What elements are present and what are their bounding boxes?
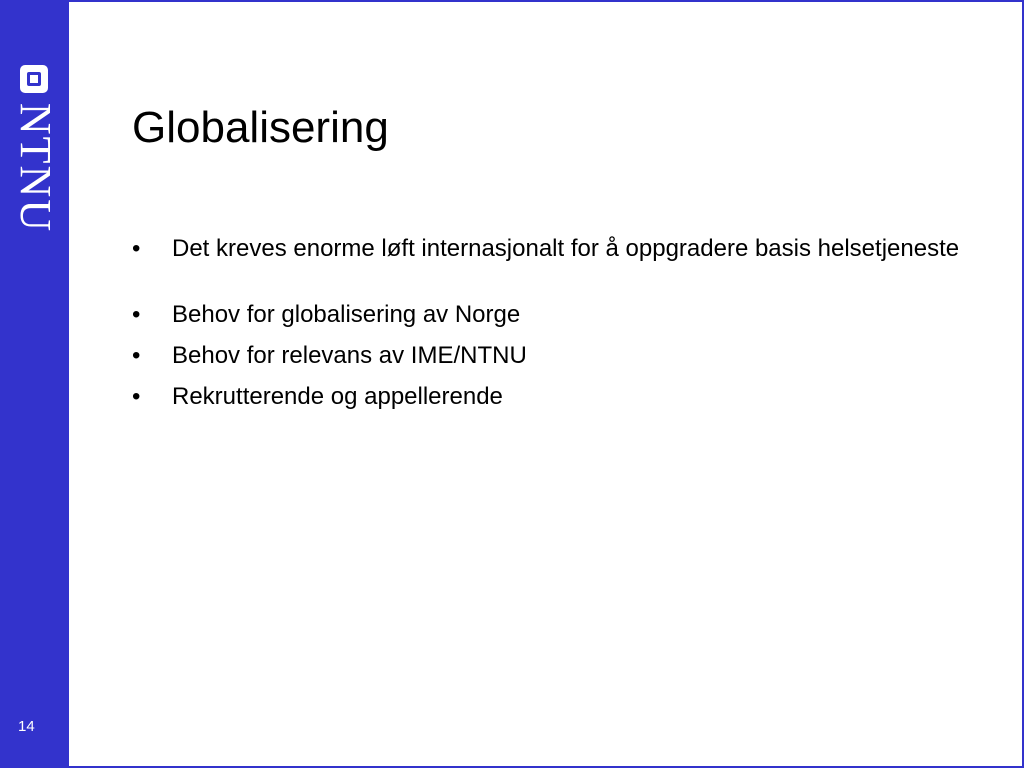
bullet-list: [132, 232, 972, 421]
bullet-text: Det kreves enorme løft internasjonalt for å oppgradere basis helsetjeneste: [172, 235, 960, 262]
ntnu-logo-icon: [20, 65, 48, 93]
ntnu-logo-text: NTNU: [11, 102, 60, 234]
bullet-text: Behov for globalisering av Norge: [172, 301, 521, 328]
bullet-glyph: •: [132, 235, 141, 262]
bullet-item: [132, 232, 972, 265]
bullet-glyph: •: [132, 383, 141, 410]
bullet-text: Behov for relevans av IME/NTNU: [172, 342, 527, 369]
bullet-text: Rekrutterende og appellerende: [172, 383, 503, 410]
slide-title: Globalisering: [132, 103, 389, 152]
page-number: 14: [18, 718, 35, 735]
bullet-item: [132, 380, 972, 413]
bullet-glyph: •: [132, 301, 141, 328]
bullet-item: [132, 339, 972, 372]
sidebar: [2, 2, 69, 766]
bullet-item: [132, 298, 972, 331]
bullet-glyph: •: [132, 342, 141, 369]
